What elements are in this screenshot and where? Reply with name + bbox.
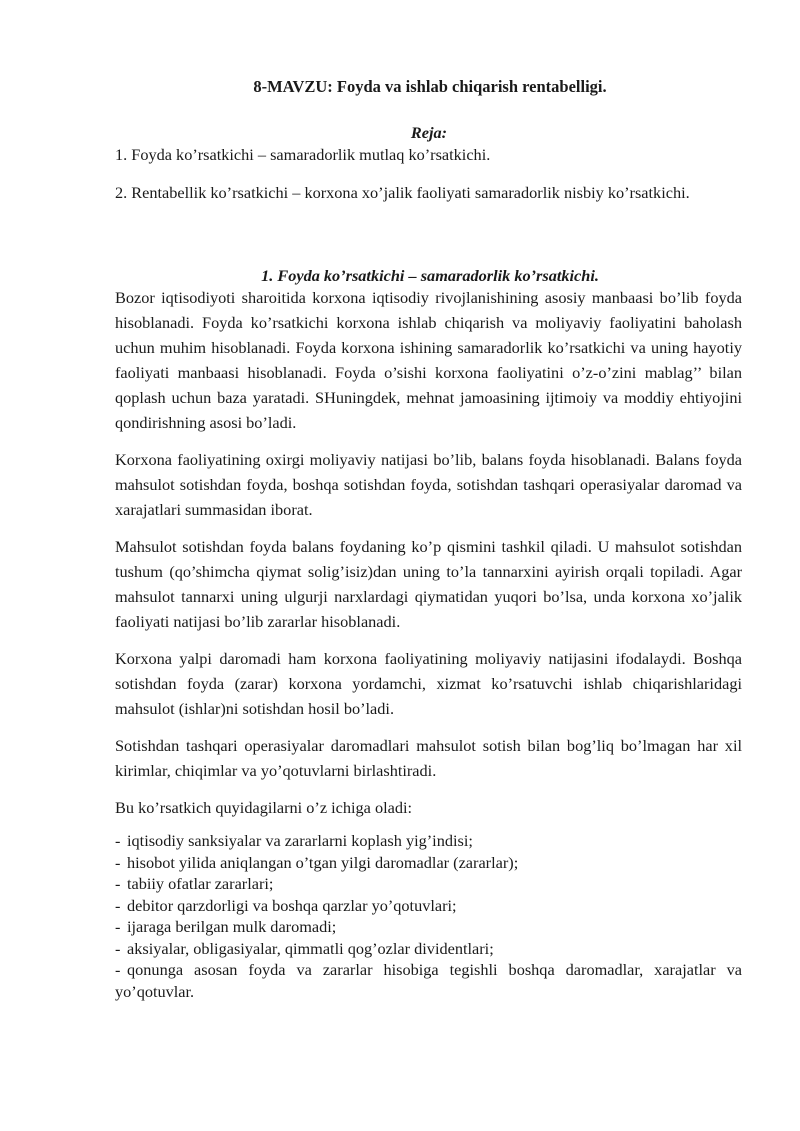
plan-item-2: 2. Rentabellik ko’rsatkichi – korxona xo’jalik faoliyati samaradorlik nisbiy ko’rsatkichi. [115,183,690,202]
list-item: - aksiyalar, obligasiyalar, qimmatli qog’ozlar dividentlari; [115,938,494,958]
list-item: - debitor qarzdorligi va boshqa qarzlar yo’qotuvlari; [115,895,457,915]
paragraph-3: Mahsulot sotishdan foyda balans foydaning ko’p qismini tashkil qiladi. U mahsulot sotishdan tushum (qo’shimcha qiymat solig’isiz)dan uning to’la tannarxini ayirish orqali topiladi. Agar mahsulot tannarxi uning ulgurji narxlardagi qiymatidan yuqori bo’lsa, unda korxona xo’jalik faoliyati natijasi bo’lib zararlar hisoblanadi. [115,537,742,631]
section-body [115,285,742,1002]
dash-marker: - [115,938,121,958]
section-heading: 1. Foyda ko’rsatkichi – samaradorlik ko’rsatkichi. [261,266,599,285]
dash-marker: - [115,960,121,979]
plan-heading: Reja: [410,123,448,142]
dash-marker: - [115,831,121,850]
dash-marker: - [115,895,121,915]
list-item: - tabiiy ofatlar zararlari; [115,874,274,893]
list-item: - qonunga asosan foyda va zararlar hisobiga tegishli boshqa daromadlar, xarajatlar va yo’qotuvlar. [115,960,742,1001]
list-item: - iqtisodiy sanksiyalar va zararlarni koplash yig’indisi; [115,831,473,850]
bullet-list [115,830,742,1002]
paragraph-1: Bozor iqtisodiyoti sharoitida korxona iqtisodiy rivojlanishining asosiy manbaasi bo’lib foyda hisoblanadi. Foyda ko’rsatkichi korxona ishlab chiqarish va moliyaviy faoliyatini baholash uchun muhim hisoblanadi. Foyda korxona ishining samaradorlik ko’rsatkichi va uning hayotiy faoliyati manbaasi hisoblanadi. Foyda o’sishi korxona faoliyatini o’z-o’zini mablag’’ bilan qoplash uchun baza yaratadi. SHuningdek, mehnat jamoasining ijtimoiy va moddiy ehtiyojini qondirishning asosi bo’ladi. [115,288,742,432]
list-item: - hisobot yilida aniqlangan o’tgan yilgi daromadlar (zararlar); [115,852,519,872]
dash-marker: - [115,917,121,936]
paragraph-5: Sotishdan tashqari operasiyalar daromadlari mahsulot sotish bilan bog’liq bo’lmagan har xil kirimlar, chiqimlar va yo’qotuvlarni birlashtiradi. [115,736,742,780]
paragraph-6: Bu ko’rsatkich quyidagilarni o’z ichiga oladi: [115,798,413,817]
paragraph-2: Korxona faoliyatining oxirgi moliyaviy natijasi bo’lib, balans foyda hisoblanadi. Balans foyda mahsulot sotishdan foyda, boshqa sotishdan foyda, sotishdan tashqari operasiyalar daromad va xarajatlari summasidan iborat. [115,450,742,519]
dash-marker: - [115,852,121,872]
paragraph-4: Korxona yalpi daromadi ham korxona faoliyatining moliyaviy natijasini ifodalaydi. Boshqa sotishdan foyda (zarar) korxona yordamchi, xizmat ko’rsatuvchi ishlab chiqarishlaridagi mahsulot (ishlar)ni sotishdan hosil bo’ladi. [115,649,742,718]
page-title: 8-MAVZU: Foyda va ishlab chiqarish rentabelligi. [253,77,607,96]
dash-marker: - [115,874,121,893]
list-item: - ijaraga berilgan mulk daromadi; [115,917,337,936]
plan-item-1: 1. Foyda ko’rsatkichi – samaradorlik mutlaq ko’rsatkichi. [115,145,491,164]
